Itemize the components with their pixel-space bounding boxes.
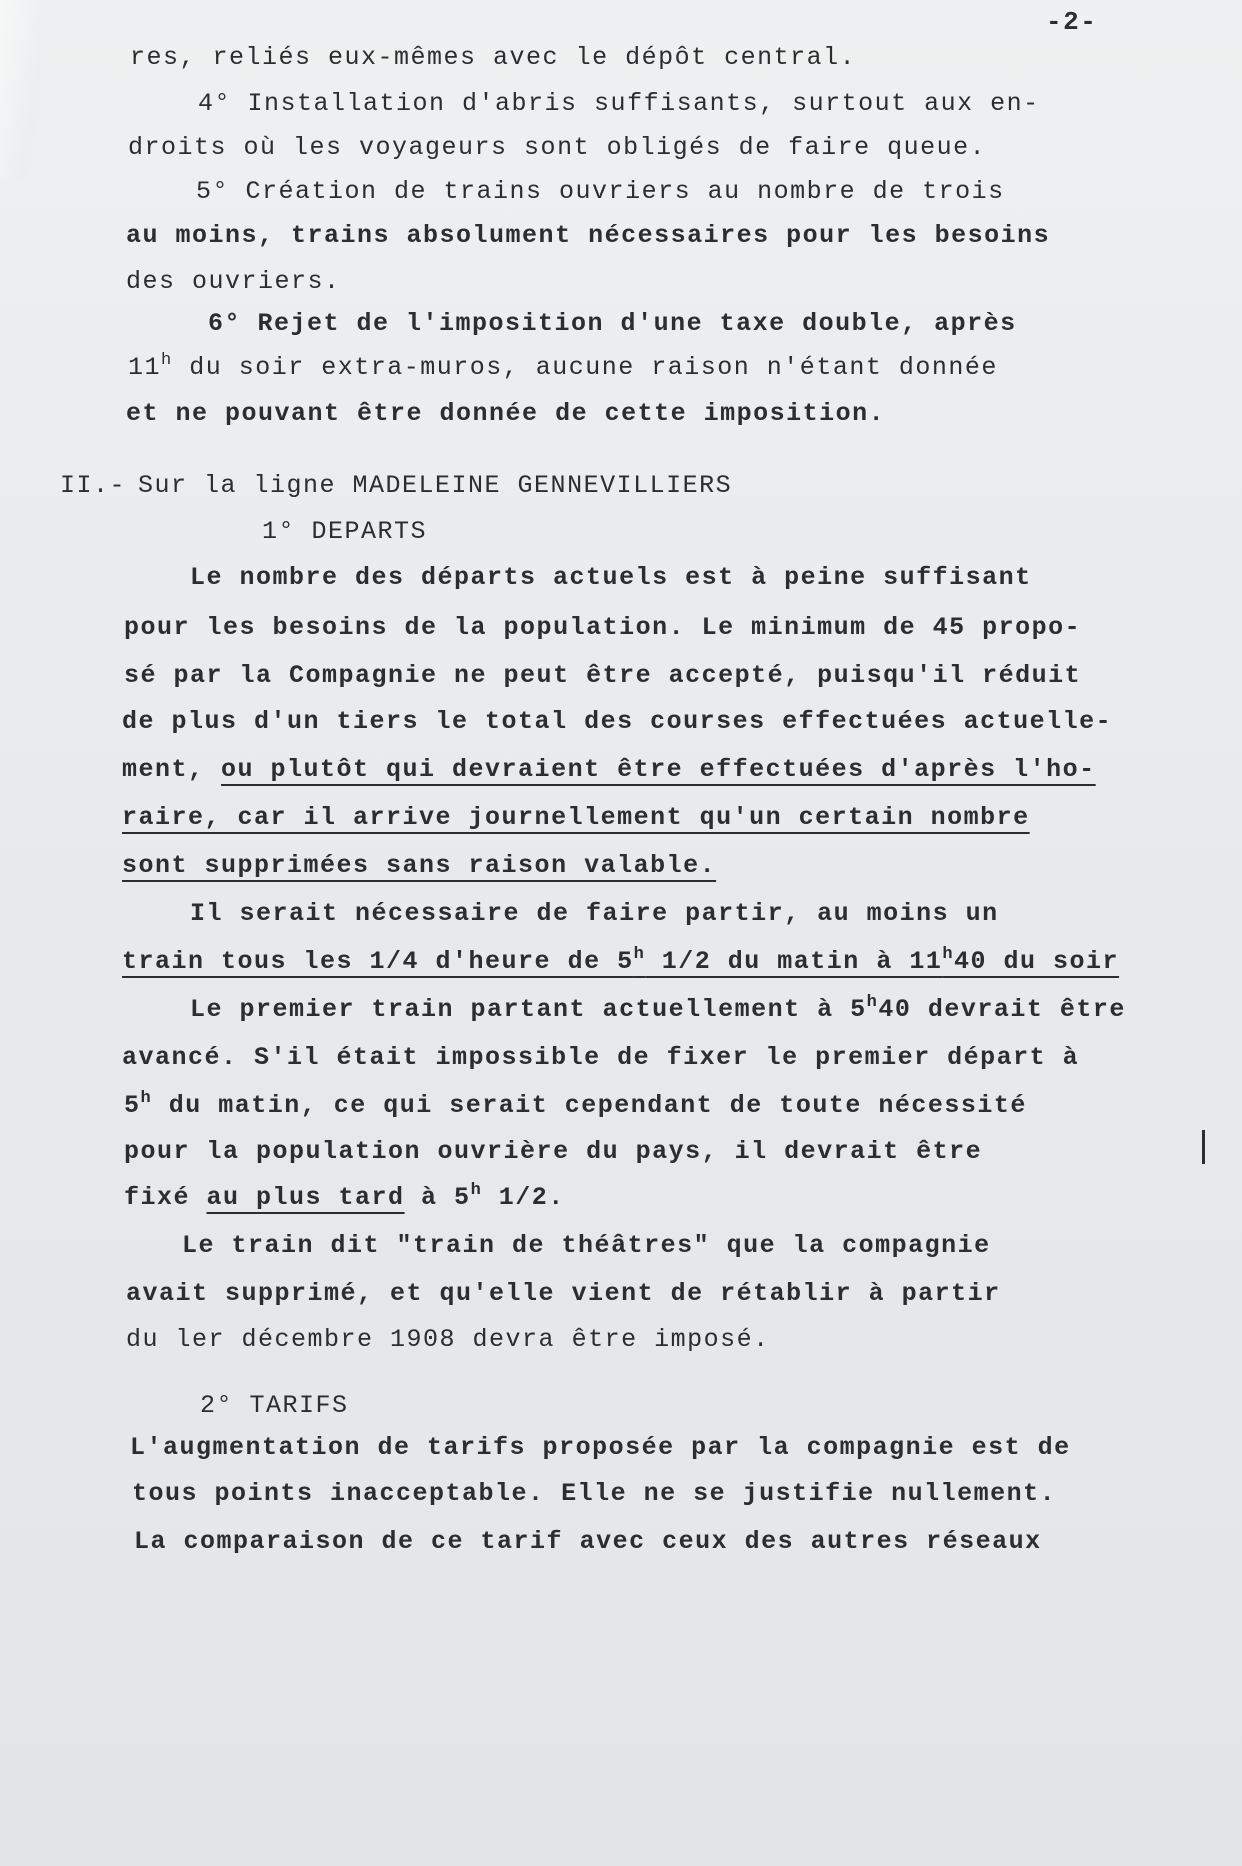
text-line: sé par la Compagnie ne peut être accepté, puisqu'il réduit (124, 661, 1082, 690)
text-line: 5$^h$ du matin, ce qui serait cependant de toute nécessité (124, 1089, 1027, 1120)
text-line: Le premier train partant actuellement à 5$^h$40 devrait être (190, 993, 1126, 1024)
text-line: avait supprimé, et qu'elle vient de rétablir à partir (126, 1279, 1001, 1308)
text-line: ment, ou plutôt qui devraient être effectuées d'après l'ho- (122, 755, 1096, 784)
text-line: train tous les 1/4 d'heure de 5$^h$ 1/2 du matin à 11$^h$40 du soir (122, 945, 1120, 976)
margin-mark (1202, 1130, 1205, 1164)
text-line: Il serait nécessaire de faire partir, au moins un (190, 899, 999, 928)
text-line: 4° Installation d'abris suffisants, surtout aux en- (198, 89, 1040, 118)
text-line: et ne pouvant être donnée de cette imposition. (126, 399, 886, 428)
text-line: droits où les voyageurs sont obligés de faire queue. (128, 133, 987, 162)
subsection-heading: 2° TARIFS (200, 1391, 349, 1420)
text-line: Le train dit "train de théâtres" que la compagnie (182, 1231, 991, 1260)
subsection-heading: 1° DEPARTS (262, 517, 428, 546)
text-line: pour la population ouvrière du pays, il devrait être (124, 1137, 983, 1166)
text-line: du ler décembre 1908 devra être imposé. (126, 1325, 770, 1354)
page-number: -2- (1046, 7, 1098, 37)
paper-fold-shadow (0, 0, 40, 180)
text-line: au moins, trains absolument nécessaires pour les besoins (126, 221, 1051, 250)
text-line: avancé. S'il était impossible de fixer le premier départ à (122, 1043, 1080, 1072)
section-title: Sur la ligne MADELEINE GENNEVILLIERS (138, 471, 733, 500)
text-line: de plus d'un tiers le total des courses effectuées actuelle- (122, 707, 1113, 736)
text-line: raire, car il arrive journellement qu'un certain nombre (122, 803, 1030, 832)
text-line: Le nombre des départs actuels est à peine suffisant (190, 563, 1032, 592)
text-line: 11$^h$ du soir extra-muros, aucune raison n'étant donnée (128, 351, 998, 382)
text-line: des ouvriers. (126, 267, 341, 296)
section-number: II.- (60, 471, 127, 500)
text-line: 6° Rejet de l'imposition d'une taxe double, après (208, 309, 1017, 338)
text-line: La comparaison de ce tarif avec ceux des autres réseaux (134, 1527, 1042, 1556)
text-line: pour les besoins de la population. Le minimum de 45 propo- (124, 613, 1082, 642)
text-line: res, reliés eux-mêmes avec le dépôt central. (130, 43, 857, 72)
text-line: 5° Création de trains ouvriers au nombre de trois (196, 177, 1005, 206)
text-line: L'augmentation de tarifs proposée par la compagnie est de (130, 1433, 1071, 1462)
text-line: tous points inacceptable. Elle ne se justifie nullement. (132, 1479, 1057, 1508)
text-line: fixé au plus tard à 5$^h$ 1/2. (124, 1181, 565, 1212)
text-line: sont supprimées sans raison valable. (122, 851, 717, 880)
